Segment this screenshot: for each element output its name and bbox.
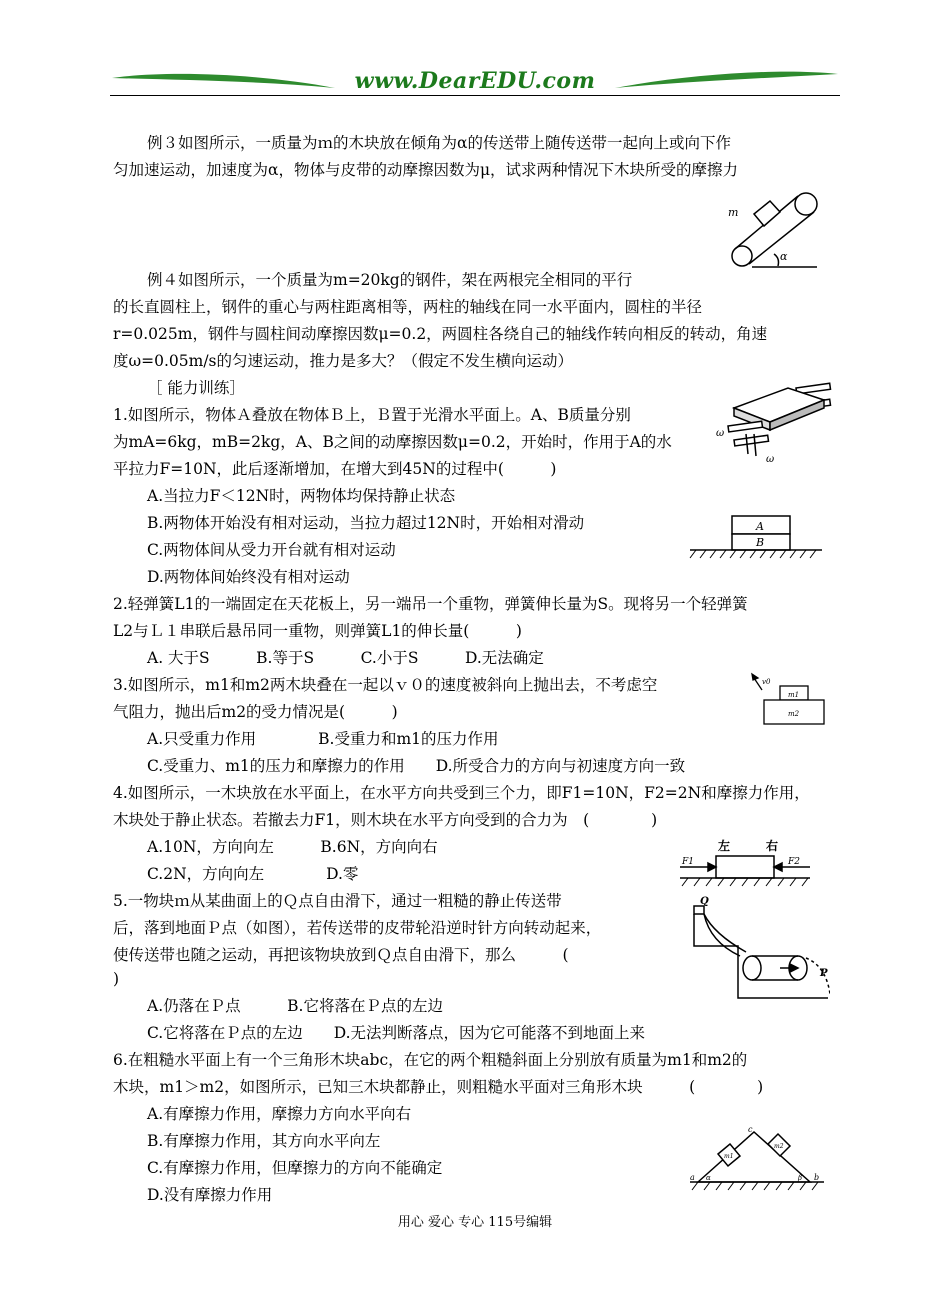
vertex-a-label: a <box>690 1173 695 1182</box>
belt-angle-label: α <box>780 250 788 263</box>
q-point-label: Q <box>700 896 709 907</box>
q1-line-2: 为mA=6kg，mB=2kg，A、B之间的动摩擦因数μ=0.2，开始时，作用于A的水 <box>113 433 672 451</box>
q2-line-1: 2.轻弹簧L1的一端固定在天花板上，另一端吊一个重物，弹簧伸长量为S。现将另一个轻弹簧 <box>113 595 748 613</box>
ex3-line-2: 匀加速运动，加速度为α，物体与皮带的动摩擦因数为μ，试求两种情况下木块所受的摩擦力 <box>113 161 739 179</box>
roller-omega-1: ω <box>716 428 725 439</box>
q5-options-ab: A.仍落在Ｐ点 B.它将落在Ｐ点的左边 <box>147 997 443 1015</box>
site-name[interactable]: www.DearEDU.com <box>354 68 596 94</box>
q4-options-cd: C.2N，方向向左 D.零 <box>147 865 359 883</box>
roller-omega-2: ω <box>766 454 775 464</box>
q5-line-3: 使传送带也随之运动，再把该物块放到Ｑ点自由滑下，那么 ( <box>113 946 569 964</box>
q1-option-d: D.两物体间始终没有相对运动 <box>147 568 350 586</box>
ex3-line-1: 例３如图所示，一质量为ｍ的木块放在倾角为α的传送带上随传送带一起向上或向下作 <box>147 134 731 152</box>
f1-label: F1 <box>682 857 694 867</box>
q6-option-a: A.有摩擦力作用，摩擦力方向水平向右 <box>147 1105 412 1123</box>
angle-alpha-label: α <box>706 1174 711 1182</box>
v0-label: v0 <box>762 678 771 686</box>
q1-line-3: 平拉力F=10N，此后逐渐增加，在增大到45N的过程中( ) <box>113 460 557 478</box>
q5-line-2: 后，落到地面Ｐ点（如图），若传送带的皮带轮沿逆时针方向转动起来， <box>113 919 602 937</box>
q1-line-1: 1.如图所示，物体Ａ叠放在物体Ｂ上，Ｂ置于光滑水平面上。A、B质量分别 <box>113 406 631 424</box>
q6-line-1: 6.在粗糙水平面上有一个三角形木块abc，在它的两个粗糙斜面上分别放有质量为m1和m2的 <box>113 1051 748 1069</box>
q3-options-cd: C.受重力、m1的压力和摩擦力的作用 D.所受合力的方向与初速度方向一致 <box>147 757 686 775</box>
q6-option-c: C.有摩擦力作用，但摩擦力的方向不能确定 <box>147 1159 443 1177</box>
header-rule <box>110 95 840 96</box>
ex4-line-1: 例４如图所示，一个质量为m=20kg的钢件，架在两根完全相同的平行 <box>147 271 633 289</box>
q5-options-cd: C.它将落在Ｐ点的左边 D.无法判断落点，因为它可能落不到地面上来 <box>147 1024 646 1042</box>
triangle-wedge-figure <box>688 1122 828 1194</box>
m1-label: m1 <box>788 691 800 699</box>
tossed-blocks-figure <box>750 668 830 730</box>
q2-options: A. 大于S B.等于S C.小于S D.无法确定 <box>147 649 544 667</box>
angle-beta-label: β <box>798 1174 803 1182</box>
ex4-line-3: r=0.025m，钢件与圆柱间动摩擦因数μ=0.2，两圆柱各绕自己的轴线作转向相反的转动，角速 <box>113 325 768 343</box>
right-direction-label: 右 <box>766 839 779 853</box>
rollers-figure <box>712 378 838 464</box>
section-heading: ［ 能力训练］ <box>147 379 245 397</box>
vertex-b-label: b <box>814 1173 820 1182</box>
q2-line-2: L2与Ｌ１串联后悬吊同一重物，则弹簧L1的伸长量( ) <box>113 622 522 640</box>
stacked-blocks-figure <box>688 510 826 568</box>
ex4-line-2: 的长直圆柱上，钢件的重心与两柱距离相等，两柱的轴线在同一水平面内，圆柱的半径 <box>113 298 703 316</box>
wedge-m1-label: m1 <box>724 1153 734 1160</box>
q5-line-1: 5.一物块ｍ从某曲面上的Ｑ点自由滑下，通过一粗糙的静止传送带 <box>113 892 562 910</box>
ex4-line-4: 度ω=0.05m/s的匀速运动，推力是多大？（假定不发生横向运动） <box>113 352 574 370</box>
q3-line-2: 气阻力，抛出后m2的受力情况是( ) <box>113 703 398 721</box>
vertex-c-label: c <box>748 1125 753 1134</box>
inclined-belt-figure <box>722 188 822 274</box>
q6-option-d: D.没有摩擦力作用 <box>147 1186 273 1204</box>
q4-options-ab: A.10N，方向向左 B.6N，方向向右 <box>147 838 438 856</box>
forces-figure <box>674 834 814 890</box>
q3-line-1: 3.如图所示，m1和m2两木块叠在一起以ｖ０的速度被斜向上抛出去，不考虑空 <box>113 676 658 694</box>
q1-option-c: C.两物体间从受力开台就有相对运动 <box>147 541 396 559</box>
q1-option-a: A.当拉力F＜12N时，两物体均保持静止状态 <box>147 487 456 505</box>
q4-line-1: 4.如图所示，一木块放在水平面上，在水平方向共受到三个力，即F1=10N，F2=2N和摩擦力作用， <box>113 784 810 802</box>
block-a-label: A <box>756 520 764 533</box>
conveyor-figure <box>680 894 830 1022</box>
q3-options-ab: A.只受重力作用 B.受重力和m1的压力作用 <box>147 730 499 748</box>
page-footer: 用心 爱心 专心 115号编辑 <box>397 1215 553 1230</box>
f2-label: F2 <box>788 857 800 867</box>
q5-line-4: ) <box>113 970 120 988</box>
q6-option-b: B.有摩擦力作用，其方向水平向左 <box>147 1132 381 1150</box>
m2-label: m2 <box>788 710 800 718</box>
site-header <box>110 66 840 102</box>
block-b-label: B <box>756 536 765 549</box>
q1-option-b: B.两物体开始没有相对运动，当拉力超过12N时，开始相对滑动 <box>147 514 585 532</box>
wedge-m2-label: m2 <box>774 1143 784 1150</box>
belt-mass-label: m <box>728 206 739 219</box>
q4-line-2: 木块处于静止状态。若撤去力F1，则木块在水平方向受到的合力为 ( ) <box>113 811 658 829</box>
left-direction-label: 左 <box>718 839 731 853</box>
p-point-label: P <box>820 968 828 979</box>
q6-line-2: 木块，m1＞m2，如图所示，已知三木块都静止，则粗糙水平面对三角形木块 ( ) <box>113 1078 764 1096</box>
